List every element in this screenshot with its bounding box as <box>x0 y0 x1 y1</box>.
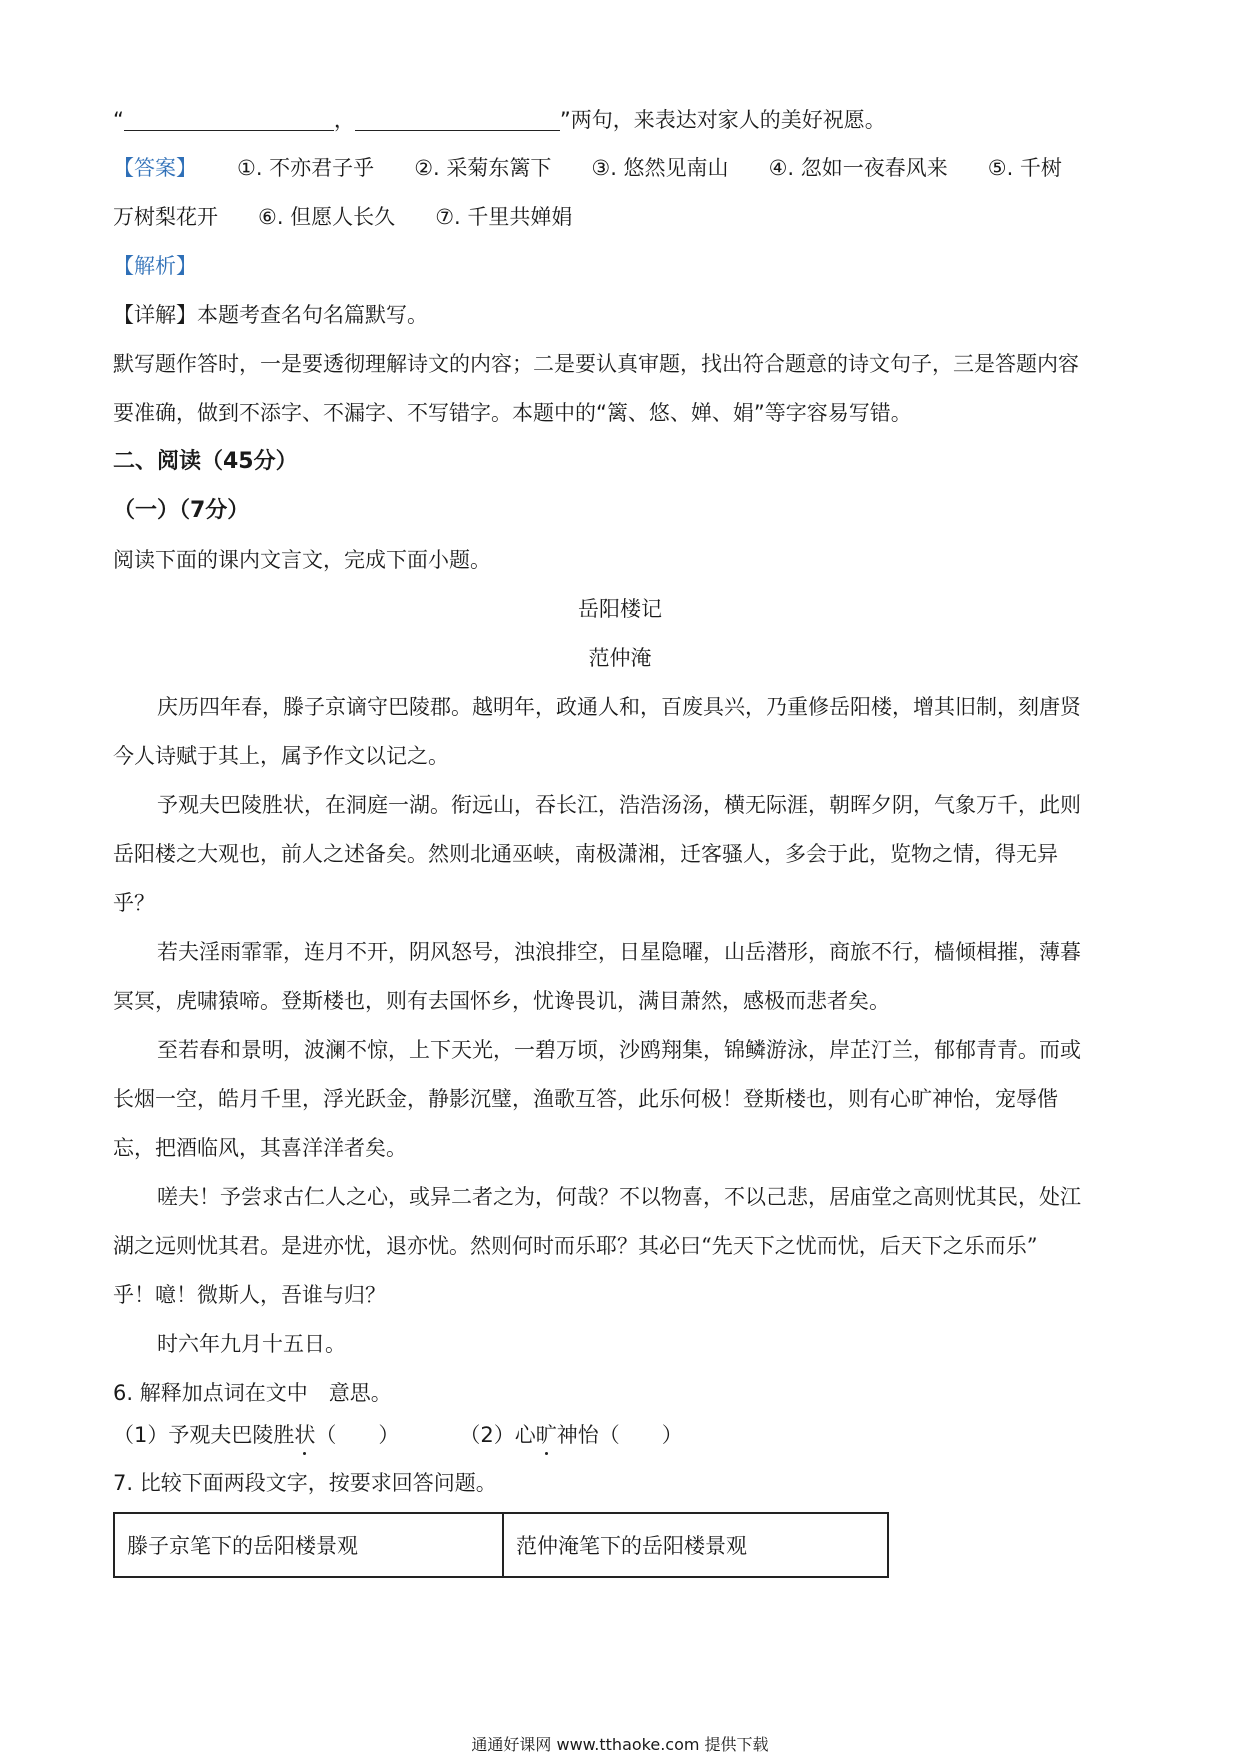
q6-part2-answer[interactable]: 神怡（ ） <box>556 1423 683 1447</box>
subsection-title: （一）（7分） <box>113 498 250 523</box>
answer-item: ①. 不亦君子乎 <box>237 156 375 180</box>
answer-tag: 【答案】 <box>113 156 197 180</box>
open-quote: “ <box>113 108 124 132</box>
answer-item: ②. 采菊东篱下 <box>414 156 552 180</box>
poem-line: 冥冥，虎啸猿啼。登斯楼也，则有去国怀乡，忧谗畏讥，满目萧然，感极而悲者矣。 <box>113 989 890 1013</box>
question-7-stem: 7. 比较下面两段文字，按要求回答问题。 <box>113 1471 497 1495</box>
analysis-paragraph-line: 默写题作答时，一是要透彻理解诗文的内容；二是要认真审题，找出符合题意的诗文句子，三是答题内容 <box>113 352 1079 376</box>
analysis-detail: 【详解】本题考查名句名篇默写。 <box>113 303 428 327</box>
poem-date-line: 时六年九月十五日。 <box>157 1332 346 1356</box>
q6-part1-answer[interactable]: （ ） <box>315 1423 400 1447</box>
poem-line: 乎？ <box>113 891 155 915</box>
poem-line: 长烟一空，皓月千里，浮光跃金，静影沉璧，渔歌互答，此乐何极！登斯楼也，则有心旷神怡，宠辱偕 <box>113 1087 1058 1111</box>
poem-line: 岳阳楼之大观也，前人之述备矣。然则北通巫峡，南极潇湘，迁客骚人，多会于此，览物之情，得无异 <box>113 842 1058 866</box>
fill-line-end: ”两句，来表达对家人的美好祝愿。 <box>559 108 886 132</box>
answer-blank-1[interactable] <box>124 108 334 131</box>
question-6-parts <box>113 1420 683 1450</box>
answer-item: ③. 悠然见南山 <box>591 156 729 180</box>
comparison-table <box>113 1512 889 1578</box>
poem-line: 乎！噫！微斯人，吾谁与归？ <box>113 1283 386 1307</box>
reading-instruction: 阅读下面的课内文言文，完成下面小题。 <box>113 548 491 572</box>
comma: ， <box>333 108 355 132</box>
poem-author: 范仲淹 <box>588 646 652 670</box>
poem-title: 岳阳楼记 <box>578 597 662 621</box>
q6-part2-prefix: （2）心 <box>459 1423 536 1447</box>
answer-item: 万树梨花开 <box>113 205 218 229</box>
table-header-cell: 滕子京笔下的岳阳楼景观 <box>114 1513 503 1577</box>
poem-line: 若夫淫雨霏霏，连月不开，阴风怒号，浊浪排空，日星隐曜，山岳潜形，商旅不行，樯倾楫摧，薄暮 <box>157 940 1081 964</box>
question-6-stem: 6. 解释加点词在文中 意思。 <box>113 1381 392 1405</box>
poem-line: 予观夫巴陵胜状，在洞庭一湖。衔远山，吞长江，浩浩汤汤，横无际涯，朝晖夕阴，气象万千，此则 <box>157 793 1081 817</box>
dotted-word: 旷 <box>535 1423 557 1447</box>
fill-blank-line <box>113 105 886 135</box>
answer-line-1 <box>113 153 1062 183</box>
answer-item: ⑦. 千里共婵娟 <box>435 205 573 229</box>
poem-line: 今人诗赋于其上，属予作文以记之。 <box>113 744 449 768</box>
poem-line: 忘，把酒临风，其喜洋洋者矣。 <box>113 1136 407 1160</box>
poem-line: 湖之远则忧其君。是进亦忧，退亦忧。然则何时而乐耶？其必曰“先天下之忧而忧，后天下之乐而乐” <box>113 1234 1038 1258</box>
poem-line: 嗟夫！予尝求古仁人之心，或异二者之为，何哉？不以物喜，不以己悲，居庙堂之高则忧其民，处江 <box>157 1185 1081 1209</box>
page-footer: 通通好课网 www.tthaoke.com 提供下载 <box>471 1735 769 1754</box>
answer-item: ④. 忽如一夜春风来 <box>768 156 948 180</box>
table-row <box>114 1513 888 1577</box>
section-title: 二、阅读（45分） <box>113 449 298 474</box>
table-header-cell: 范仲淹笔下的岳阳楼景观 <box>503 1513 888 1577</box>
poem-line: 庆历四年春，滕子京谪守巴陵郡。越明年，政通人和，百废具兴，乃重修岳阳楼，增其旧制，刻唐贤 <box>157 695 1081 719</box>
answer-item: ⑤. 千树 <box>987 156 1062 180</box>
answer-line-2 <box>113 202 572 232</box>
analysis-tag: 【解析】 <box>113 254 197 278</box>
analysis-paragraph-line: 要准确，做到不添字、不漏字、不写错字。本题中的“篱、悠、婵、娟”等字容易写错。 <box>113 401 912 425</box>
q6-part1-prefix: （1）予观夫巴陵胜 <box>113 1423 295 1447</box>
dotted-word: 状 <box>294 1423 316 1447</box>
answer-item: ⑥. 但愿人长久 <box>258 205 396 229</box>
poem-line: 至若春和景明，波澜不惊，上下天光，一碧万顷，沙鸥翔集，锦鳞游泳，岸芷汀兰，郁郁青青。而或 <box>157 1038 1081 1062</box>
answer-blank-2[interactable] <box>355 108 560 131</box>
